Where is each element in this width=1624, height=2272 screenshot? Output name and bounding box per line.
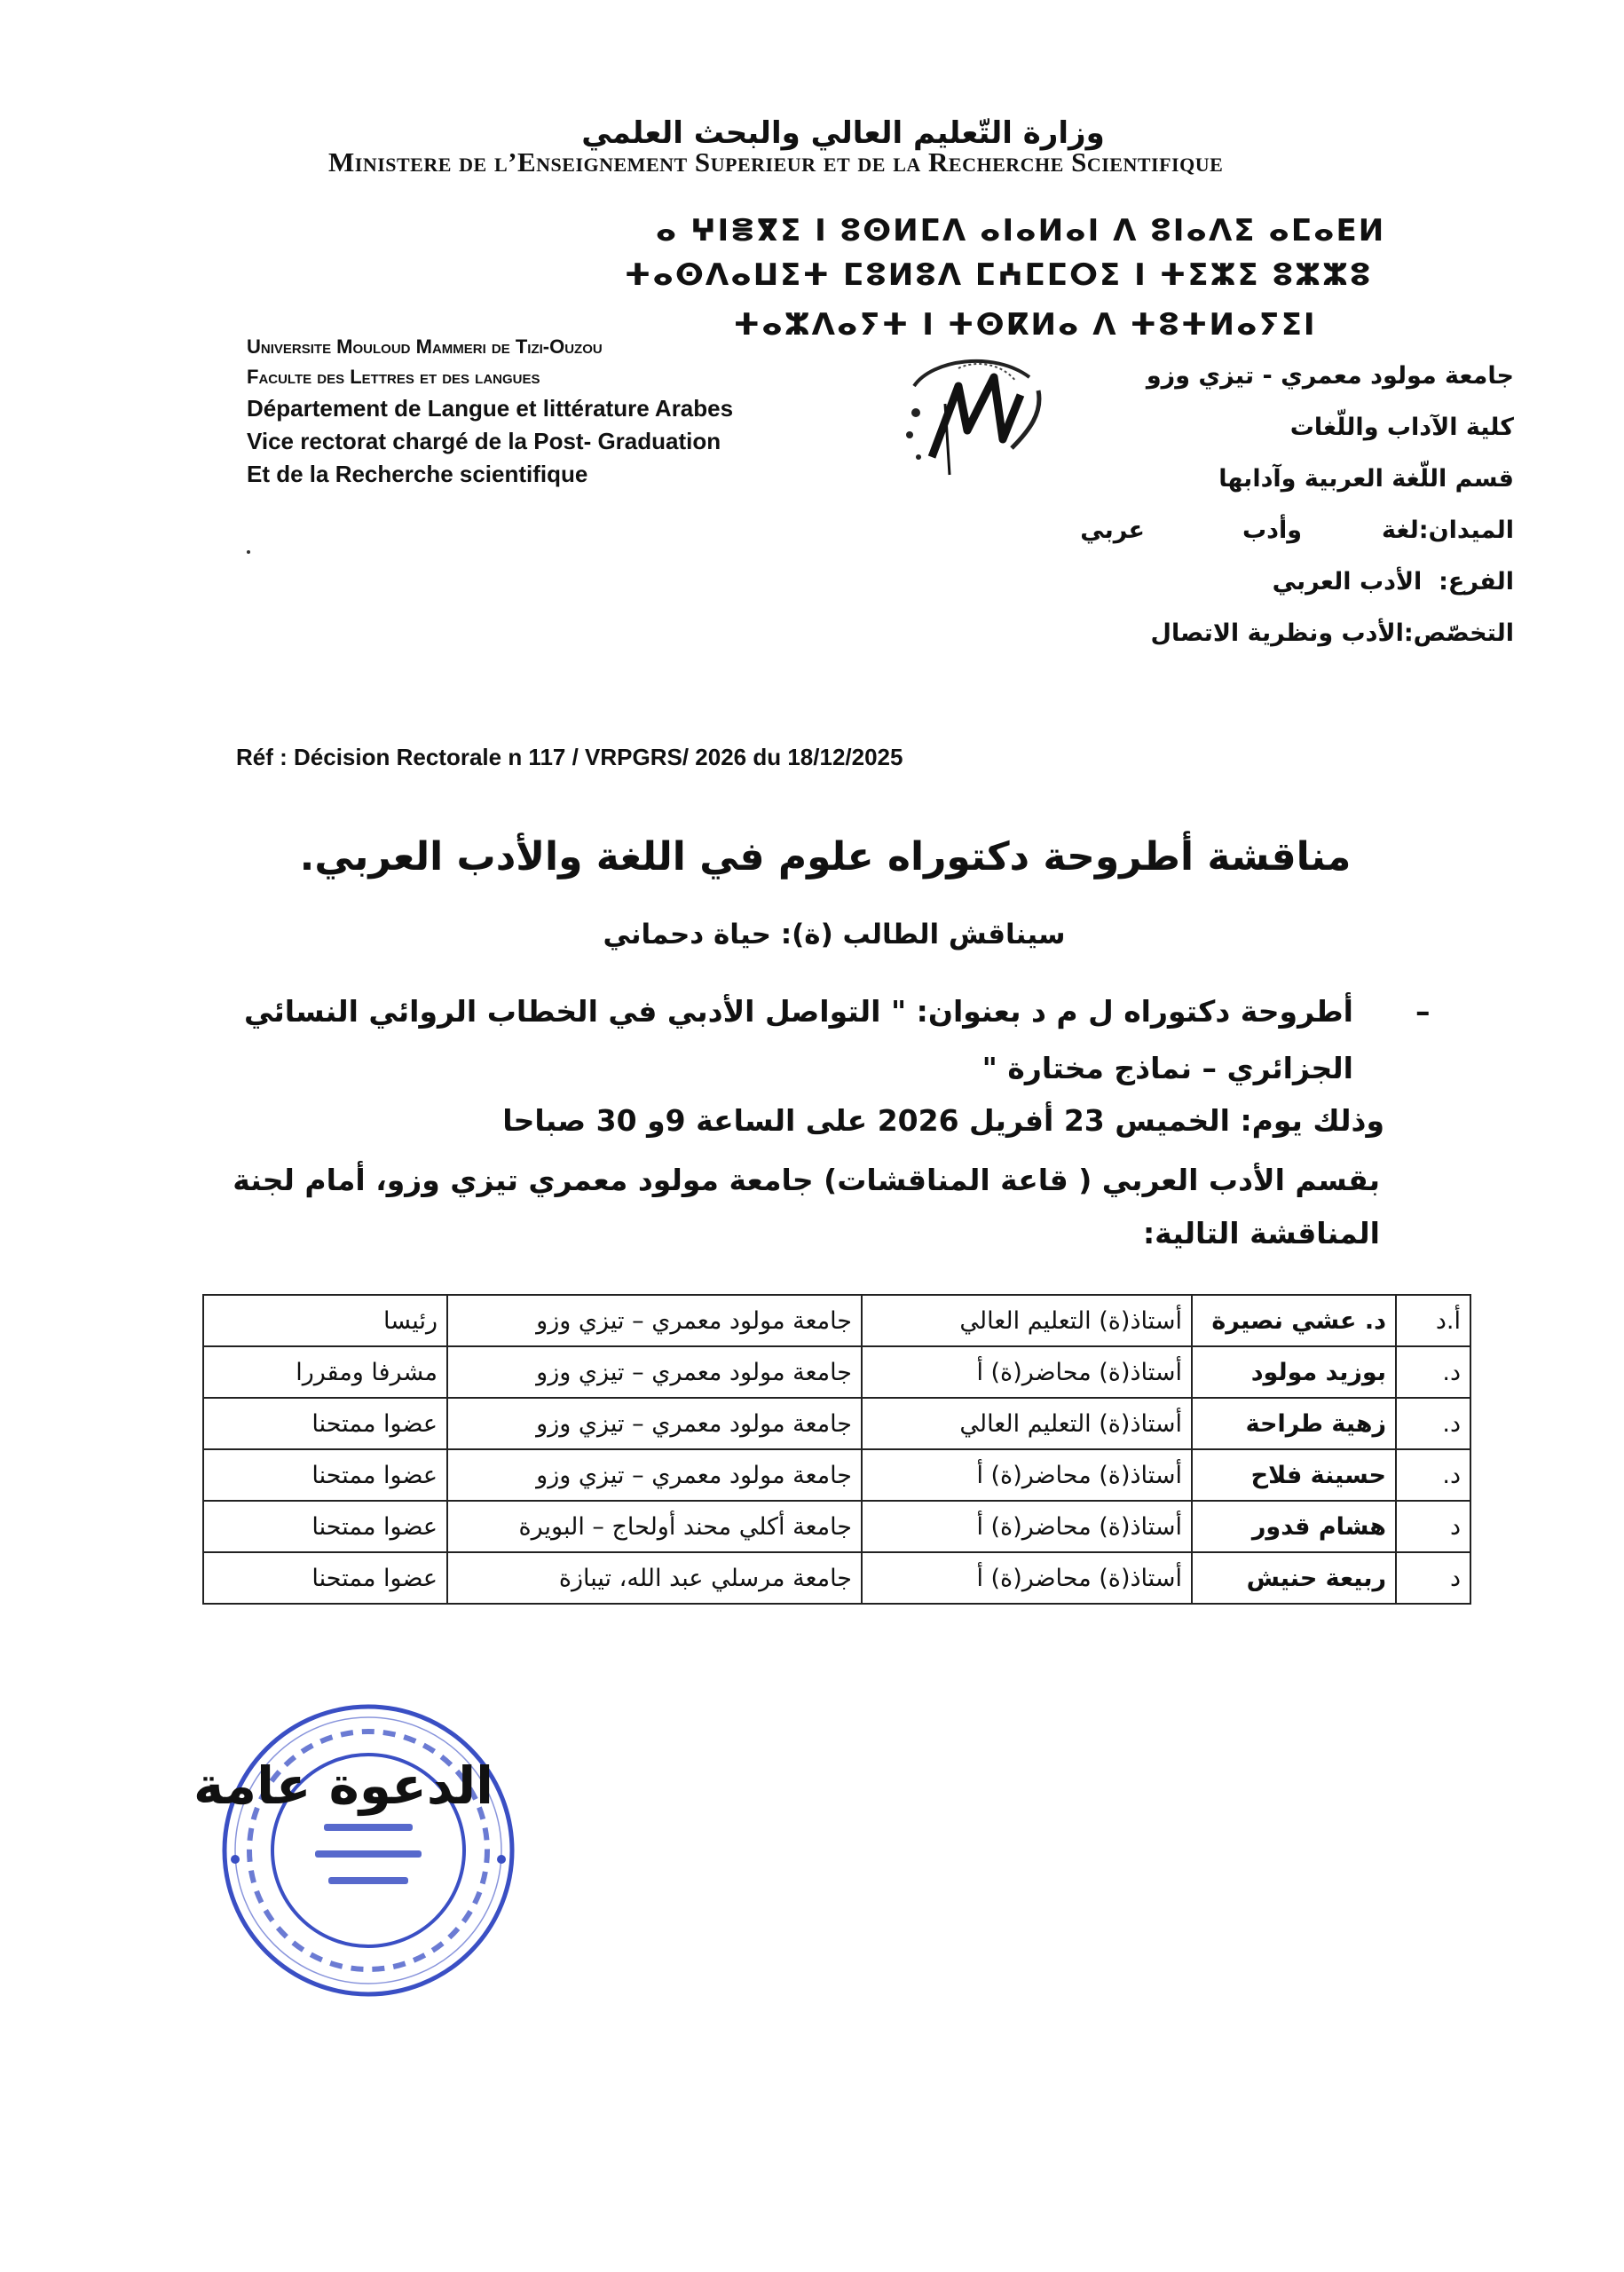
institution-block-arabic — [1080, 351, 1514, 659]
member-title: د — [1396, 1552, 1470, 1604]
defense-date: وذلك يوم: الخميس 23 أفريل 2026 على الساعة 9و 30 صباحا — [502, 1103, 1384, 1138]
decision-reference: Réf : Décision Rectorale n 117 / VRPGRS/ 2026 du 18/12/2025 — [236, 744, 903, 770]
member-rank: أستاذ(ة) التعليم العالي — [862, 1398, 1192, 1449]
member-university: جامعة مولود معمري – تيزي وزو — [447, 1449, 862, 1501]
thesis-bullet-dash: – — [1415, 994, 1431, 1029]
table-row — [203, 1295, 1470, 1346]
faculty-name-tifinagh: ⵜⴰⵣⴷⴰⵢⵜ ⵏ ⵜⵙⴽⵍⴰ ⴷ ⵜⵓⵜⵍⴰⵢⵉⵏ — [733, 307, 1317, 343]
page-title: مناقشة أطروحة دكتوراه علوم في اللغة والأدب العربي. — [299, 834, 1352, 880]
faculty-name-french: Faculte des Lettres et des langues — [247, 366, 540, 388]
ministry-title-french: Ministere de l’Enseignement Superieur et de la Recherche Scientifique — [328, 146, 1224, 178]
member-name: هشام قدور — [1192, 1501, 1396, 1552]
ministry-title-tifinagh: ⴰ ⵖⵏⴻⴳⵉ ⵏ ⵓⵙⵍⵎⴷ ⴰⵏⴰⵍⴰⵏ ⴷ ⵓⵏⴰⴷⵉ ⴰⵎⴰⴹⵍ — [655, 213, 1386, 248]
department-name-arabic: قسم اللّغة العربية وآدابها — [1218, 465, 1514, 493]
institution-block-french — [247, 332, 733, 491]
committee-table — [202, 1294, 1471, 1605]
vice-rectorate-french: Vice rectorat chargé de la Post- Graduation — [247, 428, 721, 454]
member-rank: أستاذ(ة) محاضر(ة) أ — [862, 1501, 1192, 1552]
faculty-name-arabic: كلية الآداب واللّغات — [1289, 414, 1514, 441]
field-part-3: عربي — [1080, 517, 1145, 544]
university-name-arabic: جامعة مولود معمري - تيزي وزو — [1146, 362, 1514, 390]
member-role: عضوا ممتحنا — [203, 1552, 447, 1604]
research-line-french: Et de la Recherche scientifique — [247, 461, 588, 487]
member-title: أ.د — [1396, 1295, 1470, 1346]
member-name: ربيعة حنيش — [1192, 1552, 1396, 1604]
specialty-value: الأدب ونظرية الاتصال — [1150, 619, 1404, 647]
field-part-2: وأدب — [1242, 517, 1303, 544]
member-role: عضوا ممتحنا — [203, 1449, 447, 1501]
specialty-label: التخصّص: — [1403, 619, 1514, 647]
member-role: عضوا ممتحنا — [203, 1398, 447, 1449]
table-row — [203, 1552, 1470, 1604]
member-university: جامعة مولود معمري – تيزي وزو — [447, 1295, 862, 1346]
table-row — [203, 1398, 1470, 1449]
field-label: الميدان: — [1418, 517, 1514, 544]
university-logo-icon — [896, 351, 1047, 484]
member-rank: أستاذ(ة) محاضر(ة) أ — [862, 1346, 1192, 1398]
table-row — [203, 1346, 1470, 1398]
member-name: د. عشي نصيرة — [1192, 1295, 1396, 1346]
member-role: عضوا ممتحنا — [203, 1501, 447, 1552]
branch-value: الأدب العربي — [1272, 568, 1423, 596]
member-title: د — [1396, 1501, 1470, 1552]
member-name: زهية طراحة — [1192, 1398, 1396, 1449]
branch-row — [1080, 556, 1514, 608]
university-name-tifinagh: ⵜⴰⵙⴷⴰⵡⵉⵜ ⵎⵓⵍⵓⴷ ⵎⵄⵎⵎⵔⵉ ⵏ ⵜⵉⵣⵉ ⵓⵣⵣⵓ — [624, 257, 1373, 293]
member-name: حسينة فلاح — [1192, 1449, 1396, 1501]
speck-mark — [247, 550, 250, 554]
field-part-1: لغة — [1382, 517, 1419, 544]
ministry-title-arabic: وزارة التّعليم العالي والبحث العلمي — [581, 115, 1105, 151]
department-stamp-icon — [217, 1700, 519, 2001]
member-university: جامعة أكلي محند أولحاج – البويرة — [447, 1501, 862, 1552]
public-invitation: الدعوة عامة — [193, 1755, 494, 1816]
table-row — [203, 1449, 1470, 1501]
member-title: د. — [1396, 1346, 1470, 1398]
thesis-title: أطروحة دكتوراه ل م د بعنوان: " التواصل الأدبي في الخطاب الروائي النسائي الجزائري – نماذج مختارة " — [243, 994, 1353, 1085]
member-role: رئيسا — [203, 1295, 447, 1346]
member-title: د. — [1396, 1449, 1470, 1501]
member-university: جامعة مرسلي عبد الله، تيبازة — [447, 1552, 862, 1604]
member-rank: أستاذ(ة) التعليم العالي — [862, 1295, 1192, 1346]
department-name-french: Département de Langue et littérature Arabes — [247, 395, 734, 422]
member-title: د. — [1396, 1398, 1470, 1449]
candidate-line: سيناقش الطالب (ة): حياة دحماني — [603, 919, 1066, 951]
member-rank: أستاذ(ة) محاضر(ة) أ — [862, 1449, 1192, 1501]
branch-label: الفرع: — [1439, 568, 1514, 596]
defense-place: بقسم الأدب العربي ( قاعة المناقشات) جامعة مولود معمري تيزي وزو، أمام لجنة المناقشة التالية: — [233, 1163, 1380, 1250]
member-role: مشرفا ومقررا — [203, 1346, 447, 1398]
member-university: جامعة مولود معمري – تيزي وزو — [447, 1398, 862, 1449]
field-row — [1080, 505, 1514, 556]
university-name-french: Universite Mouloud Mammeri de Tizi-Ouzou — [247, 335, 603, 358]
member-university: جامعة مولود معمري – تيزي وزو — [447, 1346, 862, 1398]
member-rank: أستاذ(ة) محاضر(ة) أ — [862, 1552, 1192, 1604]
specialty-row — [1080, 608, 1514, 659]
table-row — [203, 1501, 1470, 1552]
member-name: بوزيد مولود — [1192, 1346, 1396, 1398]
